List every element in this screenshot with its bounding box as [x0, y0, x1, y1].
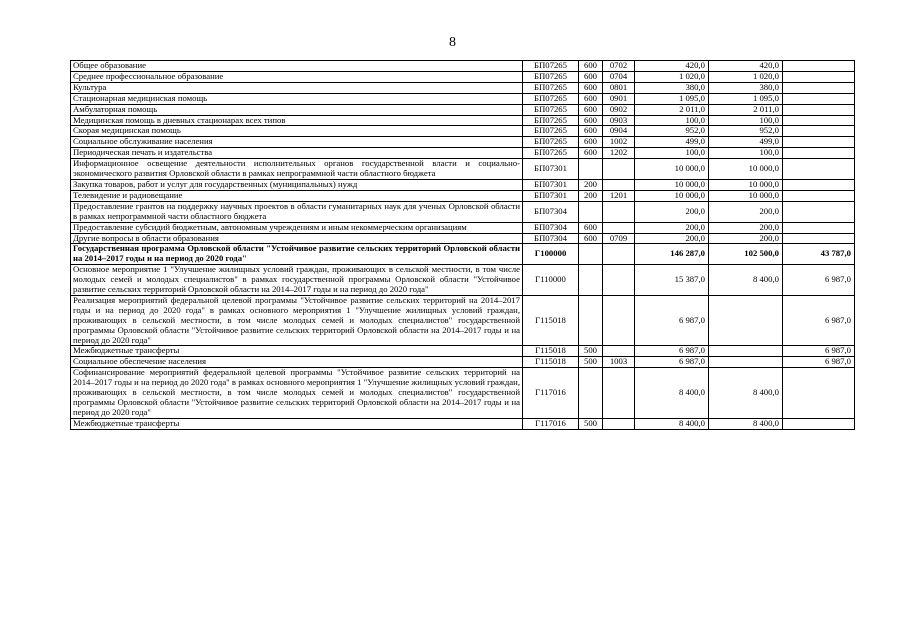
- target-code-cell: Г117016: [523, 368, 579, 419]
- table-row: [71, 368, 855, 419]
- table-row: [71, 159, 855, 180]
- table-row: [71, 104, 855, 115]
- target-code-cell: БП07265: [523, 126, 579, 137]
- target-code-cell: БП07304: [523, 222, 579, 233]
- expense-type-cell: 600: [579, 148, 603, 159]
- target-code-cell: Г115018: [523, 295, 579, 346]
- amount-federal-cell: [783, 222, 855, 233]
- amount-regional-cell: 8 400,0: [709, 265, 783, 296]
- amount-total-cell: 420,0: [635, 61, 709, 72]
- section-code-cell: 1202: [603, 148, 635, 159]
- section-code-cell: 0709: [603, 233, 635, 244]
- amount-regional-cell: [709, 346, 783, 357]
- amount-total-cell: 1 095,0: [635, 93, 709, 104]
- amount-regional-cell: 380,0: [709, 82, 783, 93]
- row-name-cell: Общее образование: [71, 61, 523, 72]
- amount-total-cell: 2 011,0: [635, 104, 709, 115]
- expense-type-cell: [579, 201, 603, 222]
- table-row: [71, 190, 855, 201]
- amount-regional-cell: 420,0: [709, 61, 783, 72]
- amount-federal-cell: [783, 71, 855, 82]
- table-row: [71, 418, 855, 429]
- amount-regional-cell: 102 500,0: [709, 244, 783, 265]
- amount-regional-cell: 100,0: [709, 148, 783, 159]
- amount-federal-cell: [783, 61, 855, 72]
- section-code-cell: [603, 295, 635, 346]
- row-name-cell: Основное мероприятие 1 "Улучшение жилищных условий граждан, проживающих в сельской местности, в том числе молодых семей и молодых специалистов" в рамках государственной программы Орловской области "Устойчивое развитие сельских территорий Орловской области на 2014–2017 годы и на период до 2020 года": [71, 265, 523, 296]
- row-name-cell: Другие вопросы в области образования: [71, 233, 523, 244]
- amount-total-cell: 8 400,0: [635, 368, 709, 419]
- target-code-cell: БП07265: [523, 93, 579, 104]
- amount-regional-cell: [709, 295, 783, 346]
- section-code-cell: [603, 222, 635, 233]
- amount-regional-cell: 100,0: [709, 115, 783, 126]
- target-code-cell: БП07301: [523, 179, 579, 190]
- amount-federal-cell: [783, 104, 855, 115]
- amount-regional-cell: 2 011,0: [709, 104, 783, 115]
- amount-federal-cell: 6 987,0: [783, 346, 855, 357]
- row-name-cell: Информационное освещение деятельности исполнительных органов государственной власти и социально-экономического развития Орловской области в рамках непрограммной части областного бюджета: [71, 159, 523, 180]
- amount-total-cell: 1 020,0: [635, 71, 709, 82]
- table-row: [71, 222, 855, 233]
- expense-type-cell: 500: [579, 418, 603, 429]
- section-code-cell: 1002: [603, 137, 635, 148]
- table-row: [71, 93, 855, 104]
- target-code-cell: БП07265: [523, 115, 579, 126]
- amount-total-cell: 10 000,0: [635, 190, 709, 201]
- amount-regional-cell: [709, 357, 783, 368]
- expense-type-cell: [579, 368, 603, 419]
- amount-total-cell: 8 400,0: [635, 418, 709, 429]
- section-code-cell: 0702: [603, 61, 635, 72]
- row-name-cell: Среднее профессиональное образование: [71, 71, 523, 82]
- section-code-cell: 0704: [603, 71, 635, 82]
- amount-total-cell: 6 987,0: [635, 295, 709, 346]
- amount-federal-cell: [783, 126, 855, 137]
- expense-type-cell: 500: [579, 346, 603, 357]
- section-code-cell: 0901: [603, 93, 635, 104]
- amount-federal-cell: [783, 201, 855, 222]
- amount-total-cell: 6 987,0: [635, 357, 709, 368]
- amount-total-cell: 200,0: [635, 233, 709, 244]
- section-code-cell: 1003: [603, 357, 635, 368]
- amount-federal-cell: [783, 82, 855, 93]
- amount-regional-cell: 952,0: [709, 126, 783, 137]
- table-row: [71, 148, 855, 159]
- row-name-cell: Закупка товаров, работ и услуг для государственных (муниципальных) нужд: [71, 179, 523, 190]
- amount-total-cell: 15 387,0: [635, 265, 709, 296]
- amount-regional-cell: 200,0: [709, 233, 783, 244]
- expense-type-cell: 600: [579, 61, 603, 72]
- section-code-cell: [603, 179, 635, 190]
- expense-type-cell: 200: [579, 190, 603, 201]
- row-name-cell: Предоставление субсидий бюджетным, автономным учреждениям и иным некоммерческим организациям: [71, 222, 523, 233]
- amount-federal-cell: [783, 137, 855, 148]
- amount-regional-cell: 200,0: [709, 222, 783, 233]
- table-row: [71, 137, 855, 148]
- expense-type-cell: 600: [579, 233, 603, 244]
- expense-type-cell: 600: [579, 104, 603, 115]
- amount-regional-cell: 8 400,0: [709, 418, 783, 429]
- expense-type-cell: 600: [579, 93, 603, 104]
- target-code-cell: Г110000: [523, 265, 579, 296]
- amount-regional-cell: 8 400,0: [709, 368, 783, 419]
- table-row: [71, 61, 855, 72]
- target-code-cell: БП07301: [523, 190, 579, 201]
- target-code-cell: Г115018: [523, 357, 579, 368]
- table-row: [71, 233, 855, 244]
- expense-type-cell: [579, 244, 603, 265]
- row-name-cell: Социальное обслуживание населения: [71, 137, 523, 148]
- row-name-cell: Медицинская помощь в дневных стационарах всех типов: [71, 115, 523, 126]
- amount-regional-cell: 1 020,0: [709, 71, 783, 82]
- table-body: [71, 61, 855, 430]
- row-name-cell: Скорая медицинская помощь: [71, 126, 523, 137]
- expense-type-cell: 600: [579, 71, 603, 82]
- amount-total-cell: 6 987,0: [635, 346, 709, 357]
- amount-federal-cell: [783, 93, 855, 104]
- table-row: [71, 82, 855, 93]
- page-number: 8: [449, 35, 456, 50]
- section-code-cell: 1201: [603, 190, 635, 201]
- table-row: [71, 126, 855, 137]
- amount-regional-cell: 1 095,0: [709, 93, 783, 104]
- section-code-cell: [603, 244, 635, 265]
- amount-federal-cell: 6 987,0: [783, 295, 855, 346]
- section-code-cell: [603, 346, 635, 357]
- target-code-cell: БП07265: [523, 71, 579, 82]
- target-code-cell: БП07304: [523, 201, 579, 222]
- target-code-cell: БП07265: [523, 82, 579, 93]
- section-code-cell: [603, 368, 635, 419]
- target-code-cell: БП07265: [523, 137, 579, 148]
- expense-type-cell: 200: [579, 179, 603, 190]
- row-name-cell: Межбюджетные трансферты: [71, 346, 523, 357]
- row-name-cell: Периодическая печать и издательства: [71, 148, 523, 159]
- amount-total-cell: 10 000,0: [635, 159, 709, 180]
- amount-total-cell: 146 287,0: [635, 244, 709, 265]
- target-code-cell: Г100000: [523, 244, 579, 265]
- amount-federal-cell: [783, 233, 855, 244]
- table-row: [71, 179, 855, 190]
- expense-type-cell: 500: [579, 357, 603, 368]
- target-code-cell: БП07265: [523, 61, 579, 72]
- table-row: [71, 115, 855, 126]
- amount-total-cell: 380,0: [635, 82, 709, 93]
- amount-federal-cell: [783, 190, 855, 201]
- amount-regional-cell: 10 000,0: [709, 190, 783, 201]
- section-code-cell: 0801: [603, 82, 635, 93]
- table-row: [71, 201, 855, 222]
- row-name-cell: Софинансирование мероприятий федеральной целевой программы "Устойчивое развитие сельских территорий на 2014–2017 годы и на период до 2020 года" в рамках основного мероприятия 1 "Улучшение жилищных условий граждан, проживающих в сельской местности, в том числе молодых семей и молодых специалистов" государственной программы Орловской области "Устойчивое развитие сельских территорий Орловской области на 2014–2017 годы и на период до 2020 года": [71, 368, 523, 419]
- amount-federal-cell: [783, 159, 855, 180]
- section-code-cell: [603, 201, 635, 222]
- amount-federal-cell: [783, 418, 855, 429]
- amount-federal-cell: [783, 148, 855, 159]
- table-row: [71, 265, 855, 296]
- row-name-cell: Социальное обеспечение населения: [71, 357, 523, 368]
- amount-total-cell: 100,0: [635, 148, 709, 159]
- row-name-cell: Государственная программа Орловской области "Устойчивое развитие сельских территорий Орловской области на 2014–2017 годы и на период до 2020 года": [71, 244, 523, 265]
- section-code-cell: 0902: [603, 104, 635, 115]
- section-code-cell: [603, 265, 635, 296]
- expense-type-cell: 600: [579, 115, 603, 126]
- section-code-cell: 0904: [603, 126, 635, 137]
- target-code-cell: БП07301: [523, 159, 579, 180]
- budget-table: [70, 60, 855, 430]
- row-name-cell: Культура: [71, 82, 523, 93]
- amount-total-cell: 499,0: [635, 137, 709, 148]
- amount-total-cell: 952,0: [635, 126, 709, 137]
- expense-type-cell: 600: [579, 137, 603, 148]
- table-row: [71, 346, 855, 357]
- row-name-cell: Межбюджетные трансферты: [71, 418, 523, 429]
- amount-total-cell: 200,0: [635, 201, 709, 222]
- row-name-cell: Реализация мероприятий федеральной целевой программы "Устойчивое развитие сельских территорий на 2014–2017 годы и на период до 2020 года" в рамках основного мероприятия 1 "Улучшение жилищных условий граждан, проживающих в сельской местности, в том числе молодых семей и молодых специалистов" государственной программы Орловской области "Устойчивое развитие сельских территорий Орловской области на 2014–2017 годы и на период до 2020 года": [71, 295, 523, 346]
- amount-regional-cell: 200,0: [709, 201, 783, 222]
- section-code-cell: 0903: [603, 115, 635, 126]
- expense-type-cell: [579, 159, 603, 180]
- expense-type-cell: 600: [579, 82, 603, 93]
- amount-federal-cell: [783, 368, 855, 419]
- amount-regional-cell: 499,0: [709, 137, 783, 148]
- amount-total-cell: 100,0: [635, 115, 709, 126]
- expense-type-cell: [579, 265, 603, 296]
- row-name-cell: Предоставление грантов на поддержку научных проектов в области гуманитарных наук для ученых Орловской области в рамках непрограммной части областного бюджета: [71, 201, 523, 222]
- row-name-cell: Амбулаторная помощь: [71, 104, 523, 115]
- table-row: [71, 244, 855, 265]
- row-name-cell: Телевидение и радиовещание: [71, 190, 523, 201]
- expense-type-cell: 600: [579, 126, 603, 137]
- table-row: [71, 357, 855, 368]
- amount-total-cell: 200,0: [635, 222, 709, 233]
- target-code-cell: БП07304: [523, 233, 579, 244]
- row-name-cell: Стационарная медицинская помощь: [71, 93, 523, 104]
- section-code-cell: [603, 418, 635, 429]
- target-code-cell: БП07265: [523, 148, 579, 159]
- amount-federal-cell: 6 987,0: [783, 357, 855, 368]
- amount-regional-cell: 10 000,0: [709, 159, 783, 180]
- amount-federal-cell: [783, 179, 855, 190]
- table-row: [71, 71, 855, 82]
- section-code-cell: [603, 159, 635, 180]
- amount-federal-cell: 6 987,0: [783, 265, 855, 296]
- amount-federal-cell: 43 787,0: [783, 244, 855, 265]
- table-row: [71, 295, 855, 346]
- expense-type-cell: [579, 295, 603, 346]
- target-code-cell: Г117016: [523, 418, 579, 429]
- target-code-cell: Г115018: [523, 346, 579, 357]
- amount-federal-cell: [783, 115, 855, 126]
- amount-total-cell: 10 000,0: [635, 179, 709, 190]
- amount-regional-cell: 10 000,0: [709, 179, 783, 190]
- expense-type-cell: 600: [579, 222, 603, 233]
- target-code-cell: БП07265: [523, 104, 579, 115]
